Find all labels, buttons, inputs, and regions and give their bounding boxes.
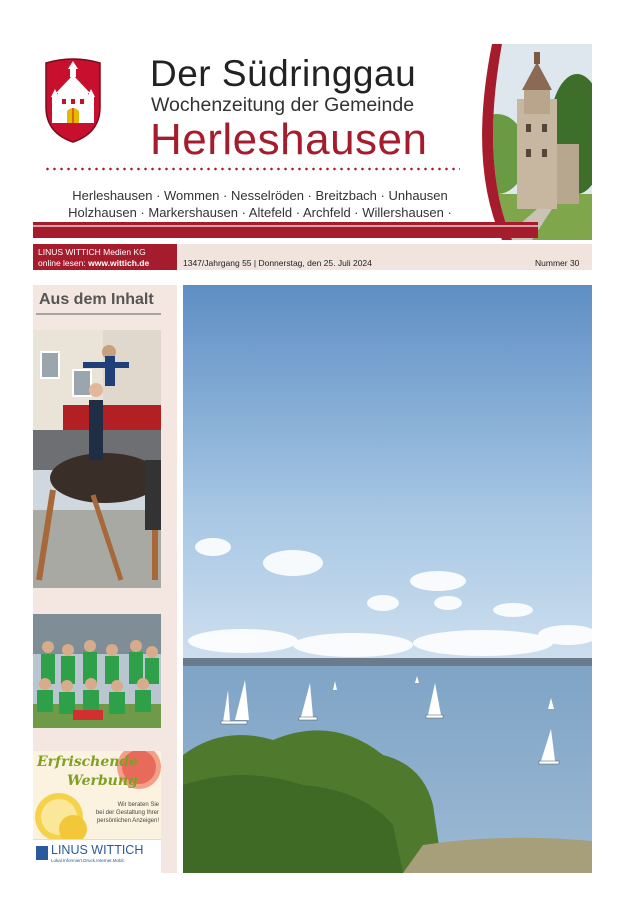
issue-details: 1347/Jahrgang 55 | Donnerstag, den 25. Juli 2024 [183, 258, 372, 268]
red-header-bar [33, 222, 592, 238]
ad-heading-1: Erfrischende [37, 754, 139, 770]
ad-text-line-1: Wir beraten Sie [117, 802, 159, 808]
ad-heading-2: Werbung [67, 773, 138, 789]
contents-title: Aus dem Inhalt [39, 291, 154, 308]
publisher-box [33, 244, 177, 270]
ad-brand: LINUS WITTICH [51, 843, 144, 857]
lake-sailing-photo[interactable] [183, 285, 592, 873]
contents-underline [36, 313, 161, 315]
ad-text [83, 801, 159, 825]
villages-line-1: Herleshausen · Wommen · Nesselröden · Breitzbach · Unhausen [72, 188, 448, 203]
town-name: Herleshausen [150, 115, 428, 164]
newspaper-subtitle: Wochenzeitung der Gemeinde [151, 94, 415, 116]
vaulting-photo[interactable] [33, 330, 161, 588]
ad-text-line-2: bei der Gestaltung Ihrer [95, 810, 159, 816]
villages-line-2: Holzhausen · Markershausen · Altefeld · Archfeld · Willershausen · [68, 205, 452, 220]
online-url[interactable]: www.wittich.de [88, 258, 150, 268]
ad-text-line-3: persönlichen Anzeigen! [96, 818, 159, 824]
publisher-name: LINUS WITTICH Medien KG [38, 247, 146, 257]
issue-number: Nummer 30 [535, 258, 580, 268]
newspaper-title: Der Südringgau [150, 53, 417, 94]
team-photo[interactable] [33, 614, 161, 728]
coat-of-arms-logo [44, 57, 102, 143]
online-link[interactable] [38, 258, 172, 269]
wittich-logo-icon [36, 846, 48, 860]
online-prefix: online lesen: [38, 258, 89, 268]
castle-photo [462, 44, 592, 240]
dotted-divider [44, 167, 460, 171]
wittich-ad[interactable] [33, 751, 161, 873]
ad-brand-tagline: Lokal.Informiert.Druck.Internet.Mobil. [51, 858, 125, 863]
